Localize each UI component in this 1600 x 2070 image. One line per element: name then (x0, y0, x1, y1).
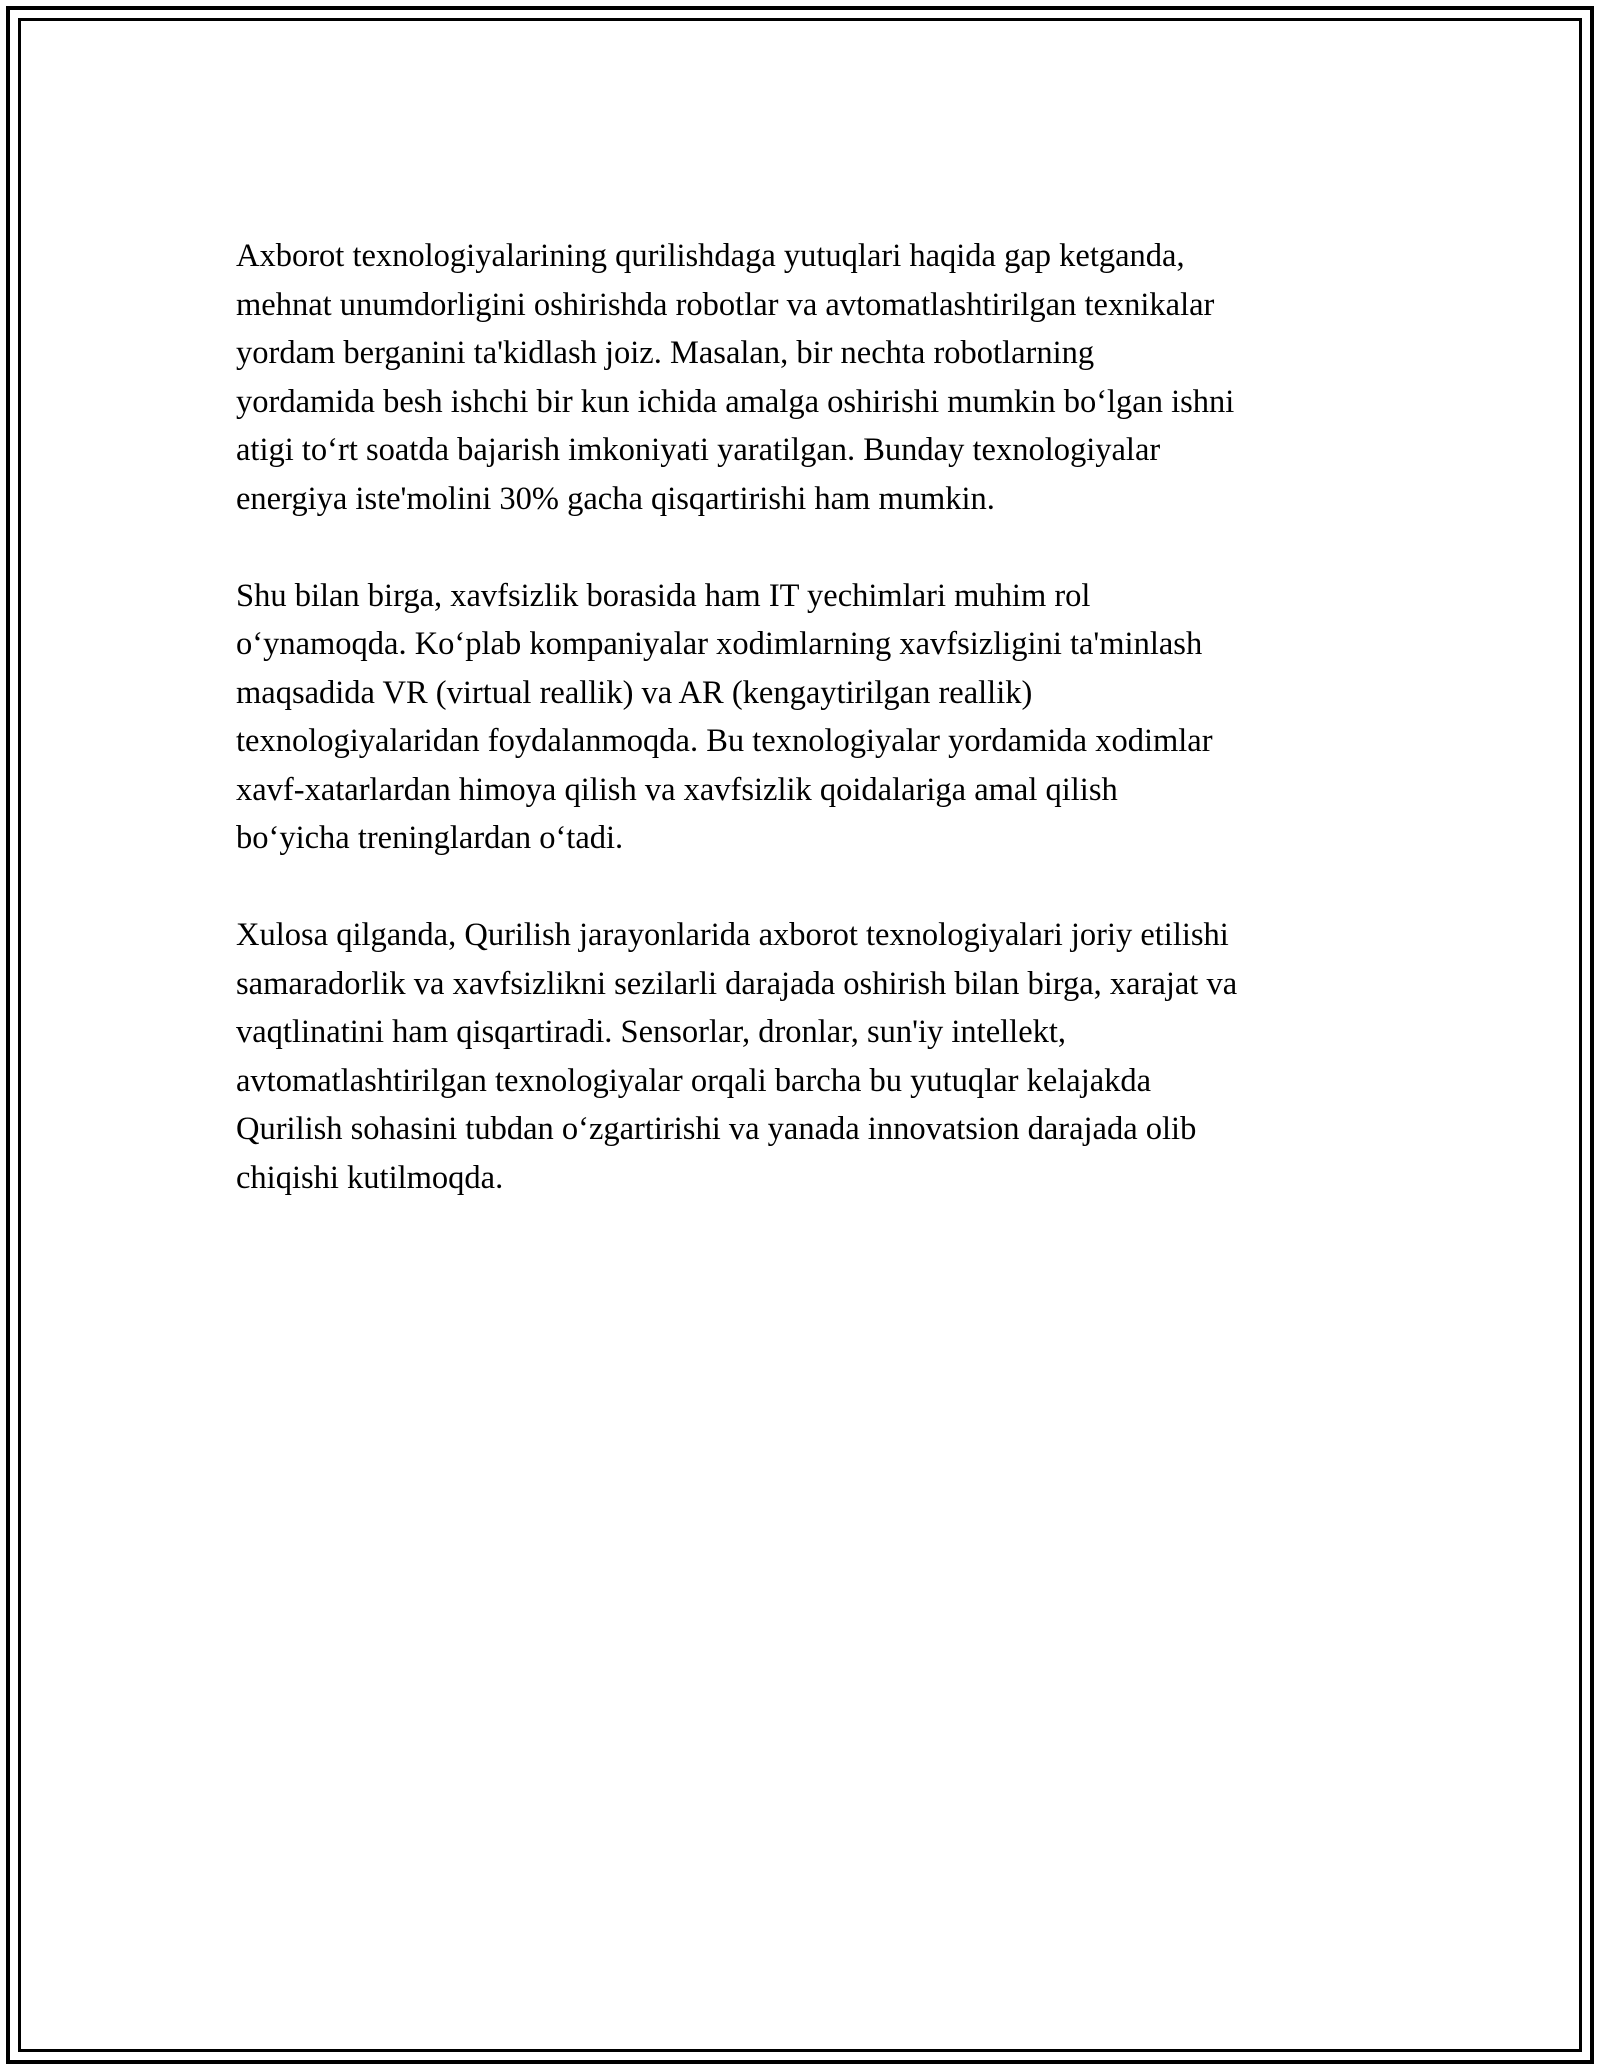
paragraph-robotics (236, 232, 1386, 523)
text-line: texnologiyalaridan foydalanmoqda. Bu texnologiyalar yordamida xodimlar (236, 723, 1213, 759)
document-body (236, 232, 1386, 1251)
text-line: samaradorlik va xavfsizlikni sezilarli darajada oshirish bilan birga, xarajat va (236, 965, 1238, 1002)
text-line: atigi to‘rt soatda bajarish imkoniyati yaratilgan. Bunday texnologiyalar (236, 432, 1161, 468)
text-line: Axborot texnologiyalarining qurilishdaga yutuqlari haqida gap ketganda, (236, 238, 1185, 274)
text-line: avtomatlashtirilgan texnologiyalar orqali barcha bu yutuqlar kelajakda (236, 1062, 1152, 1099)
text-line: Qurilish sohasini tubdan o‘zgartirishi va yanada innovatsion darajada olib (236, 1111, 1197, 1147)
text-line: Xulosa qilganda, Qurilish jarayonlarida axborot texnologiyalari joriy etilishi (236, 917, 1229, 953)
text-line: o‘ynamoqda. Ko‘plab kompaniyalar xodimlarning xavfsizligini ta'minlash (236, 626, 1203, 662)
text-line: chiqishi kutilmoqda. (236, 1159, 504, 1196)
text-line: maqsadida VR (virtual reallik) va AR (kengaytirilgan reallik) (236, 674, 1033, 711)
text-line: yordamida besh ishchi bir kun ichida amalga oshirishi mumkin bo‘lgan ishni (236, 383, 1235, 420)
paragraph-safety (236, 572, 1386, 863)
text-line: energiya iste'molini 30% gacha qisqartirishi ham mumkin. (236, 480, 995, 517)
text-line: mehnat unumdorligini oshirishda robotlar va avtomatlashtirilgan texnikalar (236, 286, 1215, 323)
text-line: yordam berganini ta'kidlash joiz. Masalan, bir nechta robotlarning (236, 335, 1095, 371)
paragraph-conclusion (236, 911, 1386, 1202)
text-line: vaqtlinatini ham qisqartiradi. Sensorlar, dronlar, sun'iy intellekt, (236, 1014, 1067, 1050)
text-line: Shu bilan birga, xavfsizlik borasida ham IT yechimlari muhim rol (236, 577, 1091, 614)
text-line: bo‘yicha treninglardan o‘tadi. (236, 820, 624, 856)
text-line: xavf-xatarlardan himoya qilish va xavfsizlik qoidalariga amal qilish (236, 771, 1118, 808)
